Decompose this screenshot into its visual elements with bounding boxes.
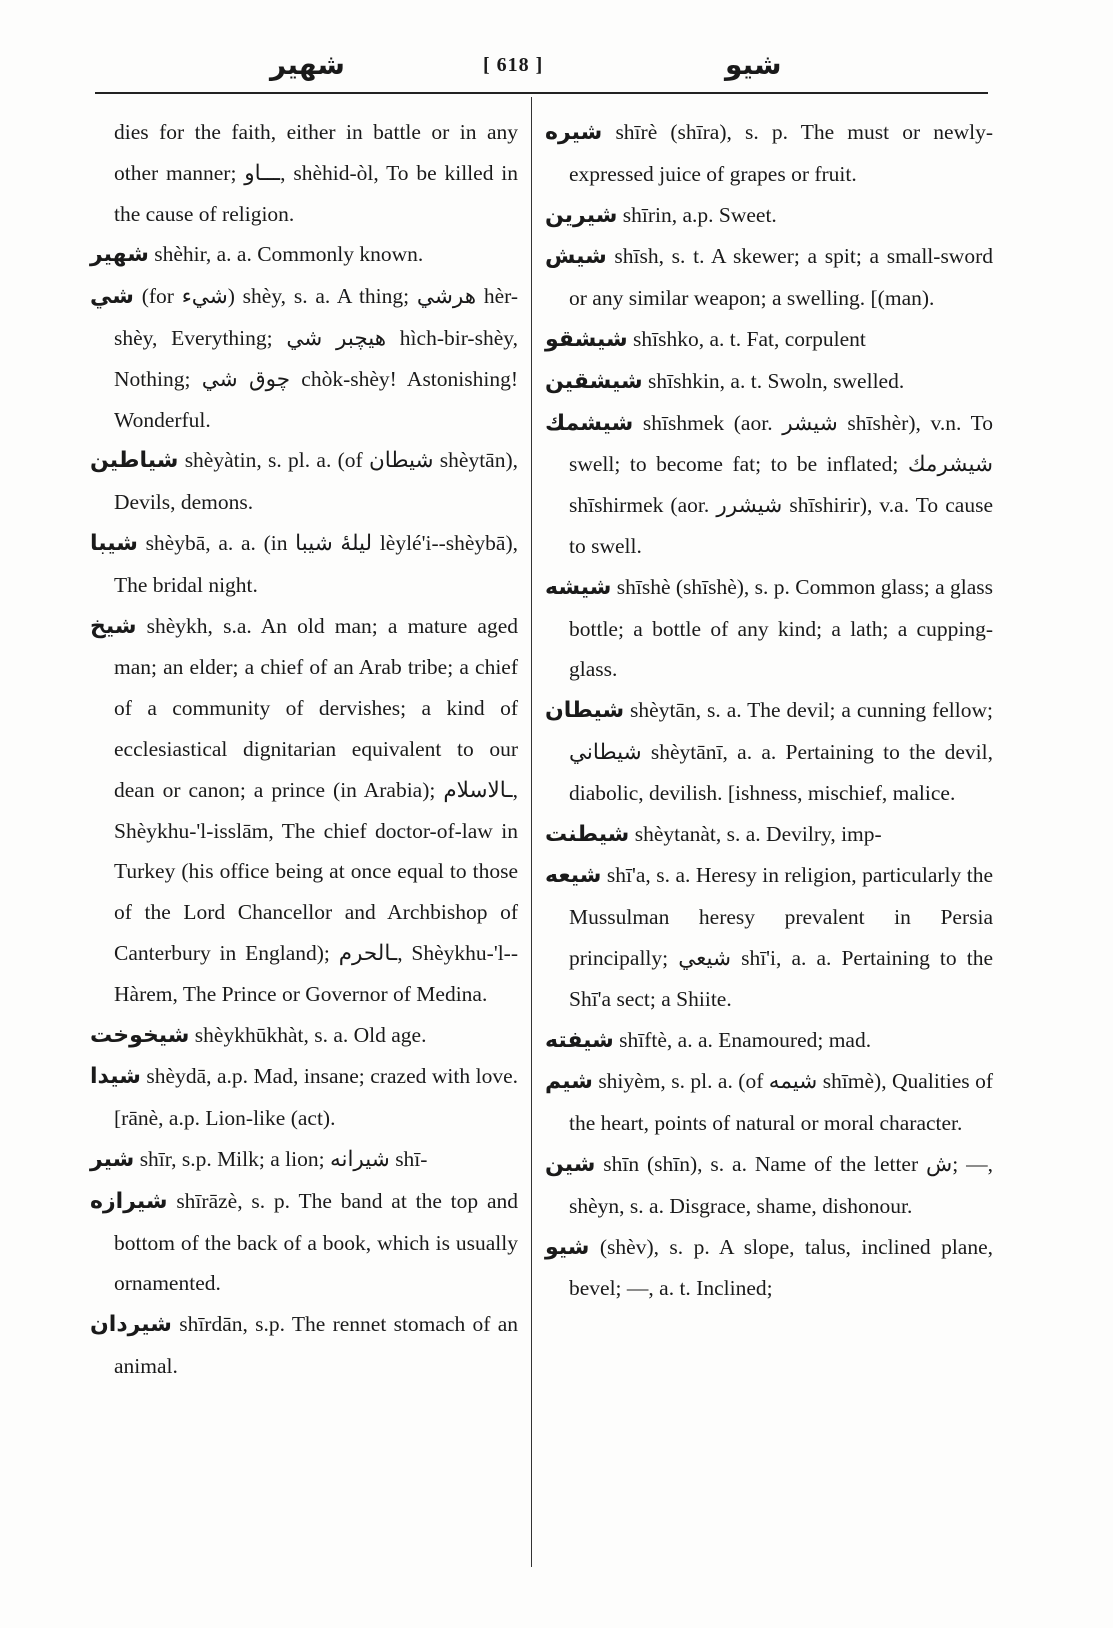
column-divider (531, 97, 532, 1567)
left-column (90, 112, 518, 1387)
entry-arabic-headword: شير (90, 1146, 135, 1172)
dictionary-entry (545, 855, 993, 1019)
entry-arabic-headword: شيم (545, 1069, 593, 1095)
entry-arabic-headword: شيره (545, 120, 603, 145)
entry-text: shīshmek (aor. شيشر shīshèr), v.n. To swell; to become fat; to be inflated; شيشرمك shīshirmek (aor. شيشرر shīshirir), v.a. To cause to swell. (569, 410, 994, 558)
dictionary-entry (90, 1056, 518, 1139)
dictionary-entry (545, 195, 993, 237)
entry-text: (for شيء) shèy, s. a. A thing; هرشي hèr-shèy, Everything; هيچبر شي hìch-bir-shèy, Nothing; چوق شي chòk-shèy! Astonishing! Wonderful. (114, 284, 519, 432)
entry-arabic-headword: شيرين (545, 202, 618, 228)
entry-arabic-headword: شيخ (90, 613, 137, 639)
dictionary-entry (90, 234, 518, 276)
entry-text: shèydā, a.p. Mad, insane; crazed with love. [rānè, a.p. Lion-like (act). (114, 1064, 519, 1131)
dictionary-entry (545, 1061, 993, 1144)
entry-text: shèybā, a. a. (in ليلهٔ شيبا lèylé'i--shèybā), The bridal night. (114, 530, 518, 597)
dictionary-entry (545, 567, 993, 690)
right-column (545, 112, 993, 1309)
dictionary-entry (90, 276, 518, 440)
dictionary-entry (90, 523, 518, 606)
entry-text: shīftè, a. a. Enamoured; mad. (619, 1027, 872, 1052)
entry-text: shīn (shīn), s. a. Name of the letter ش; —, shèyn, s. a. Disgrace, shame, dishonour. (569, 1151, 993, 1218)
entry-arabic-headword: شهير (90, 242, 149, 268)
dictionary-entry (545, 690, 993, 813)
entry-arabic-headword: شياطين (90, 448, 179, 474)
header-right-word: شيو (725, 48, 782, 81)
header-left-word: شهير (270, 48, 345, 81)
entry-text: shīrè (shīra), s. p. The must or newly-expressed juice of grapes or fruit. (569, 120, 993, 186)
entry-arabic-headword: شيشمك (545, 410, 634, 436)
entry-arabic-headword: شيشقين (545, 368, 643, 394)
dictionary-entry (90, 606, 518, 1015)
dictionary-entry (545, 1227, 993, 1310)
entry-arabic-headword: شين (545, 1151, 596, 1177)
entry-text: shèhir, a. a. Commonly known. (154, 242, 424, 267)
entry-text: dies for the faith, either in battle or in any other manner; ـــاو, shèhid-òl, To be killed in the cause of religion. (114, 120, 518, 226)
entry-text: (shèv), s. p. A slope, talus, inclined plane, bevel; —, a. t. Inclined; (569, 1234, 994, 1301)
dictionary-entry (545, 236, 993, 319)
dictionary-entry (545, 403, 993, 567)
entry-text: shīshkin, a. t. Swoln, swelled. (648, 368, 905, 393)
dictionary-entry (90, 1181, 518, 1304)
dictionary-entry (545, 319, 993, 361)
entry-text: shèyàtin, s. pl. a. (of شيطان shèytān), Devils, demons. (114, 448, 519, 515)
dictionary-entry (90, 1304, 518, 1387)
entry-arabic-headword: شيرازه (90, 1188, 168, 1214)
entry-arabic-headword: شيخوخت (90, 1022, 190, 1048)
entry-arabic-headword: شيشقو (545, 326, 628, 352)
entry-text: shiyèm, s. pl. a. (of شيمه shīmè), Qualities of the heart, points of natural or moral character. (569, 1069, 993, 1136)
entry-arabic-headword: شيشه (545, 574, 612, 600)
entry-arabic-headword: شيعه (545, 863, 602, 889)
page-header (95, 48, 988, 88)
entry-text: shèytanàt, s. a. Devilry, imp- (634, 821, 882, 846)
entry-arabic-headword: شيفته (545, 1027, 614, 1053)
entry-text: shīrāzè, s. p. The band at the top and bottom of the back of a book, which is usually ornamented. (114, 1188, 519, 1296)
entry-text: shīrin, a.p. Sweet. (622, 202, 777, 227)
entry-arabic-headword: شيدا (90, 1064, 141, 1090)
dictionary-entry (545, 814, 993, 856)
entry-arabic-headword: شيردان (90, 1312, 172, 1338)
entry-arabic-headword: شيو (545, 1234, 590, 1260)
entry-text: shīrdān, s.p. The rennet stomach of an animal. (114, 1312, 518, 1378)
entry-arabic-headword: شيبا (90, 530, 138, 556)
entry-text: shīsh, s. t. A skewer; a spit; a small-sword or any similar weapon; a swelling. [(man). (569, 244, 993, 311)
entry-text: shīshko, a. t. Fat, corpulent (633, 326, 866, 351)
entry-text: shèykh, s.a. An old man; a mature aged man; an elder; a chief of an Arab tribe; a chief of a community of dervishes; a kind of ecclesiastical dignitarian equivalent to our dean or canon; a prince (in Arabia); ـالاسلام, Shèykhu-'l-isslām, The chief doctor-of-law in Turkey (his office being at once equal to those of the Lord Chancellor and Archbishop of Canterbury in England); ـالحرم, Shèykhu-'l--Hàrem, The Prince or Governor of Medina. (114, 613, 518, 1006)
dictionary-entry (90, 112, 518, 234)
entry-text: shèytān, s. a. The devil; a cunning fellow; شيطاني shèytānī, a. a. Pertaining to the devil, diabolic, devilish. [ishness, mischief, malice. (569, 698, 993, 805)
header-rule (95, 92, 988, 94)
entry-text: shīshè (shīshè), s. p. Common glass; a glass bottle; a bottle of any kind; a lath; a cupping-glass. (569, 574, 994, 682)
dictionary-entry (545, 361, 993, 403)
dictionary-entry (90, 1139, 518, 1181)
entry-text: shèykhūkhàt, s. a. Old age. (194, 1022, 427, 1047)
dictionary-entry (545, 112, 993, 195)
page-number: [ 618 ] (483, 54, 544, 76)
entry-arabic-headword: شيش (545, 244, 607, 270)
entry-text: shīr, s.p. Milk; a lion; شيرانه shī- (139, 1146, 428, 1171)
entry-arabic-headword: شيطان (545, 698, 625, 724)
entry-arabic-headword: شي (90, 284, 134, 310)
dictionary-entry (90, 1015, 518, 1057)
dictionary-entry (545, 1020, 993, 1062)
entry-arabic-headword: شيطنت (545, 821, 630, 847)
dictionary-entry (90, 440, 518, 523)
dictionary-entry (545, 1144, 993, 1227)
entry-text: shī'a, s. a. Heresy in religion, particularly the Mussulman heresy prevalent in Persia principally; شيعي shī'i, a. a. Pertaining to the Shī'a sect; a Shiite. (569, 863, 993, 1011)
